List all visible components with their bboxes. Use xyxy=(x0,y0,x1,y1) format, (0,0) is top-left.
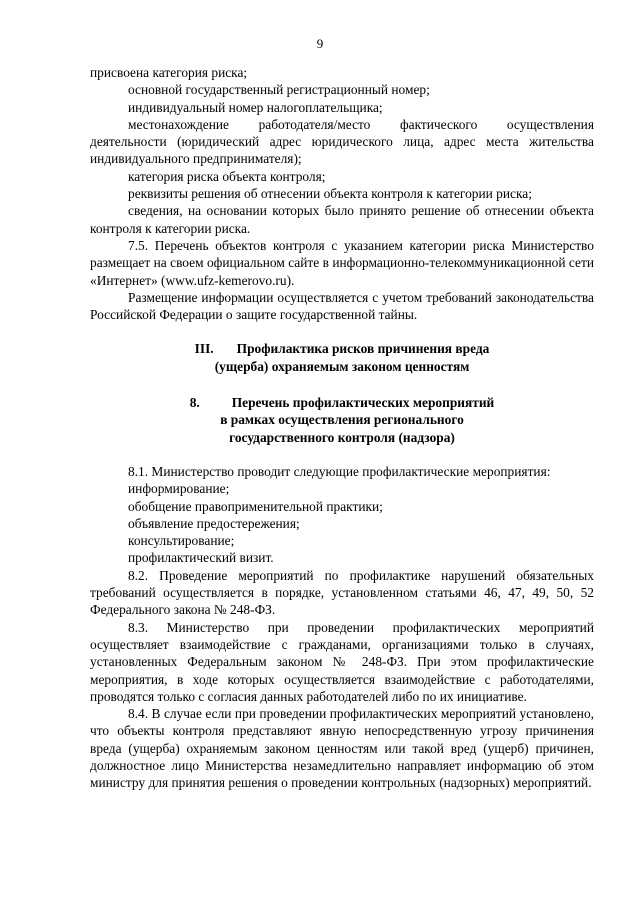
measure-item: информирование; xyxy=(128,481,230,497)
section-3-title-line2: (ущерба) охраняемым законом ценностям xyxy=(214,358,470,374)
paragraph-8-1: 8.1. Министерство проводит следующие профилактические мероприятия: xyxy=(128,463,551,479)
section-8-title-line3: государственного контроля (надзора) xyxy=(229,429,455,445)
paragraph-8-3: 8.3. Министерство при проведении профилактических мероприятий осуществляет взаимодействие с гражданами, организациями только в случаях, установленных Федеральным законом № 248-ФЗ. При этом профилактические мероприятия, в ходе которых осуществляется взаимодействие с работодателями, проводятся только с согласия данных работодателей либо по их инициативе. xyxy=(90,619,594,704)
paragraph-8-2: 8.2. Проведение мероприятий по профилактике нарушений обязательных требований осуществляется в порядке, установленном статьями 46, 47, 49, 50, 52 Федерального закона № 248-ФЗ. xyxy=(90,567,594,618)
section-3-number: III. xyxy=(194,341,214,357)
section-8-heading xyxy=(90,394,594,446)
measure-item: объявление предостережения; xyxy=(128,515,300,531)
placement-paragraph: Размещение информации осуществляется с учетом требований законодательства Российской Федерации о защите государственной тайны. xyxy=(90,289,594,323)
paragraph-8-4: 8.4. В случае если при проведении профилактических мероприятий установлено, что объекты контроля представляют явную непосредственную угрозу причинения вреда (ущерба) охраняемым законом ценностям или такой вред (ущерб) причинен, должностное лицо Министерства незамедлительно направляет информацию об этом министру для принятия решения о проведении контрольных (надзорных) мероприятий. xyxy=(90,706,594,791)
decision-details-line: реквизиты решения об отнесении объекта контроля к категории риска; xyxy=(128,186,532,202)
risk-line: присвоена категория риска; xyxy=(90,65,248,80)
section-8-number: 8. xyxy=(189,395,200,411)
section-3-title-line1: Профилактика рисков причинения вреда xyxy=(236,341,490,357)
ogrn-line: основной государственный регистрационный номер; xyxy=(128,82,430,98)
paragraph-7-5: 7.5. Перечень объектов контроля с указанием категории риска Министерство размещает на своем официальном сайте в информационно-телекоммуникационной сети «Интернет» (www.ufz-kemerovo.ru). xyxy=(90,237,594,288)
section-3-heading xyxy=(90,340,594,375)
section-8-title-line1: Перечень профилактических мероприятий xyxy=(231,395,495,411)
measure-item: консультирование; xyxy=(128,533,235,549)
section-8-title-line2: в рамках осуществления регионального xyxy=(220,412,464,428)
decision-info-paragraph: сведения, на основании которых было принято решение об отнесении объекта контроля к категории риска. xyxy=(90,203,594,236)
measure-item: профилактический визит. xyxy=(128,550,274,566)
location-paragraph: местонахождение работодателя/место фактического осуществления деятельности (юридический адрес юридического лица, адрес места жительства индивидуального предпринимателя); xyxy=(90,116,594,167)
risk-category-line: категория риска объекта контроля; xyxy=(128,168,326,184)
inn-line: индивидуальный номер налогоплательщика; xyxy=(128,99,383,115)
page-number: 9 xyxy=(316,36,324,51)
measure-item: обобщение правоприменительной практики; xyxy=(128,498,383,514)
document-body xyxy=(90,64,594,792)
